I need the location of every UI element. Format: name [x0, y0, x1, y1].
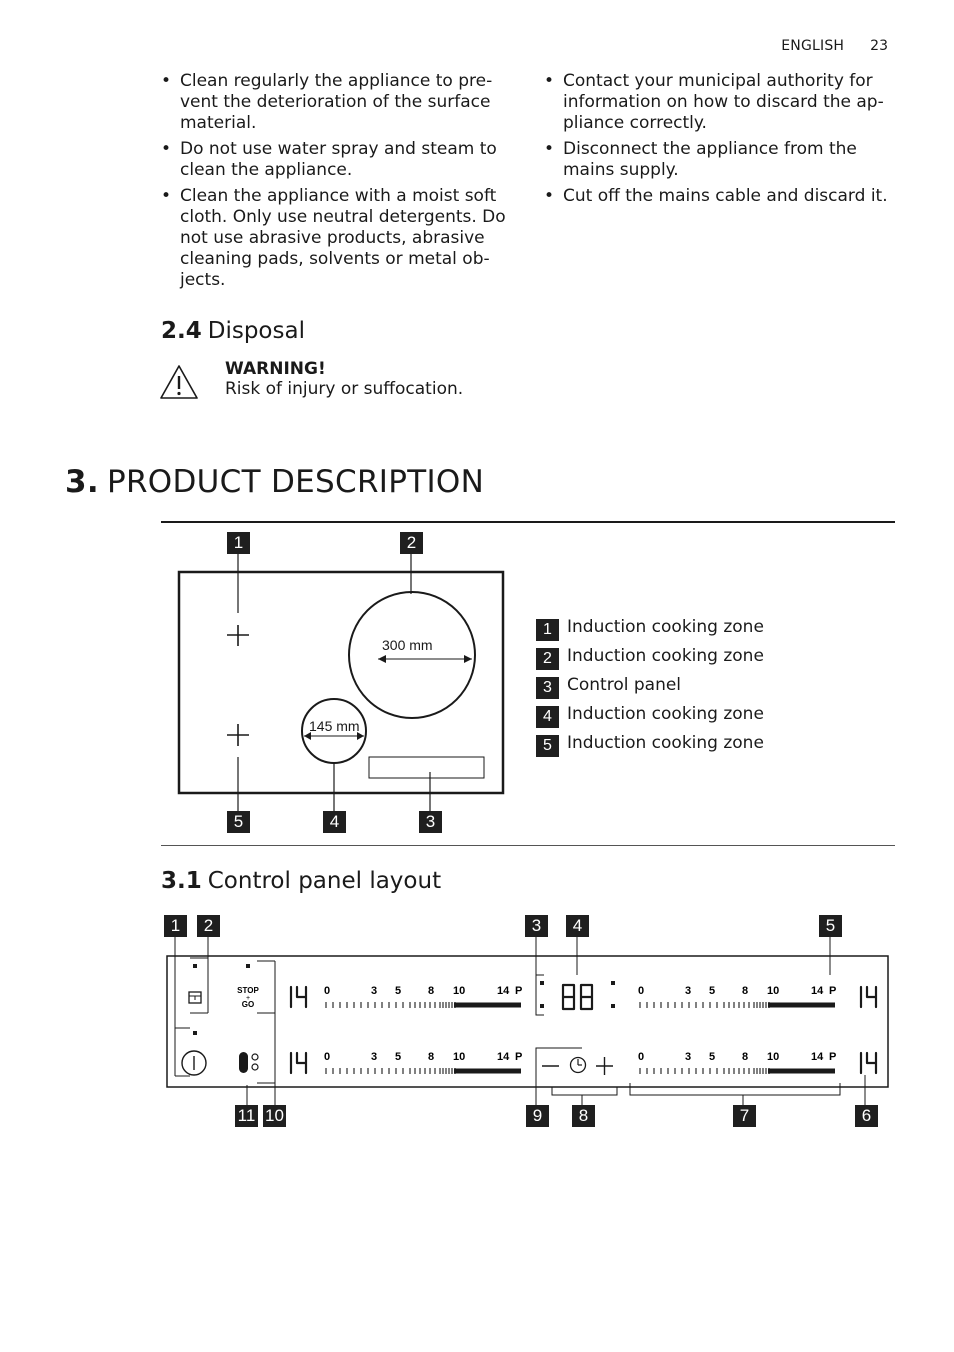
- legend-number: 4: [536, 706, 559, 728]
- zone-display: [867, 987, 876, 1007]
- lock-icon: [189, 992, 201, 1003]
- callout-11: 11: [235, 1105, 258, 1127]
- timer-clock-icon: [571, 1058, 586, 1073]
- control-panel-diagram: [160, 935, 895, 1107]
- callout-8: 8: [572, 1105, 595, 1127]
- section-number: 3.1: [161, 868, 202, 894]
- hob-diagram: [161, 524, 521, 844]
- section-divider: [161, 521, 895, 523]
- page-header: [781, 38, 888, 54]
- scale-label: 10: [767, 1051, 780, 1063]
- callout-9: 9: [526, 1105, 549, 1127]
- scale-label: 10: [453, 985, 466, 997]
- list-item: • Clean the appliance with a moist soft cloth. Only use neutral detergents. Do not use abrasive products, abrasive cleaning pads, solvents or metal ob- jects.: [161, 186, 511, 291]
- chapter-title: PRODUCT DESCRIPTION: [106, 464, 485, 500]
- warning-text: Risk of injury or suffocation.: [225, 379, 464, 399]
- section-divider: [161, 845, 895, 846]
- scale-label: 3: [685, 1051, 692, 1063]
- callout-5: 5: [819, 915, 842, 937]
- language-label: ENGLISH: [781, 38, 845, 54]
- zone-display: [297, 987, 306, 1007]
- section-number: 2.4: [161, 318, 202, 344]
- callout-3: 3: [419, 811, 442, 833]
- list-item: • Disconnect the appliance from the mains supply.: [544, 139, 894, 181]
- scale-label: 8: [742, 985, 749, 997]
- callout-7: 7: [733, 1105, 756, 1127]
- scale-label: P: [515, 985, 523, 997]
- scale-label: P: [515, 1051, 523, 1063]
- power-icon: [182, 1051, 206, 1075]
- scale-label: 14: [497, 985, 510, 997]
- section-title: Disposal: [207, 318, 305, 344]
- scale-label: 8: [742, 1051, 749, 1063]
- scale-label: 0: [638, 985, 645, 997]
- legend-number: 3: [536, 677, 559, 699]
- scale-label: 8: [428, 1051, 435, 1063]
- scale-label: 14: [811, 985, 824, 997]
- plus-icon: [596, 1057, 613, 1075]
- stop-go-icon: [237, 986, 259, 1009]
- list-item: • Do not use water spray and steam to clean the appliance.: [161, 139, 511, 181]
- scale-label: 3: [685, 985, 692, 997]
- legend-number: 1: [536, 619, 559, 641]
- scale-label: 0: [638, 1051, 645, 1063]
- scale-label: 0: [324, 985, 331, 997]
- scale-label: P: [829, 1051, 837, 1063]
- legend-row: [536, 699, 764, 728]
- scale-label: 5: [709, 985, 716, 997]
- scale-label: 10: [453, 1051, 466, 1063]
- small-zone-dimension: 145 mm: [309, 718, 360, 734]
- legend-number: 2: [536, 648, 559, 670]
- scale-label: 5: [395, 1051, 402, 1063]
- list-item: • Contact your municipal authority for information on how to discard the ap- pliance correctly.: [544, 71, 894, 134]
- callout-5: 5: [227, 811, 250, 833]
- legend-row: [536, 728, 764, 757]
- scale-label: 14: [811, 1051, 824, 1063]
- legend-row: [536, 612, 764, 641]
- scale-label: 3: [371, 985, 378, 997]
- scale-label: 3: [371, 1051, 378, 1063]
- list-item: • Clean regularly the appliance to pre- vent the deterioration of the surface material.: [161, 71, 511, 134]
- disposal-list: [544, 71, 894, 212]
- legend-text: Induction cooking zone: [567, 732, 764, 753]
- disposal-heading: [161, 318, 305, 344]
- legend-text: Induction cooking zone: [567, 616, 764, 637]
- warning-triangle-icon: [159, 363, 199, 401]
- scale-label: 8: [428, 985, 435, 997]
- callout-3: 3: [525, 915, 548, 937]
- chapter-number: 3.: [65, 464, 99, 500]
- svg-text:GO: GO: [241, 1000, 255, 1009]
- warning-title: WARNING!: [225, 359, 326, 379]
- callout-2: 2: [400, 532, 423, 554]
- legend-row: [536, 670, 764, 699]
- callout-4: 4: [323, 811, 346, 833]
- section-title: Control panel layout: [207, 868, 442, 894]
- legend-number: 5: [536, 735, 559, 757]
- timer-display: [581, 985, 592, 1009]
- list-item: • Cut off the mains cable and discard it.: [544, 186, 894, 207]
- bridge-function-icon: [239, 1052, 258, 1073]
- large-zone-dimension: 300 mm: [382, 637, 433, 653]
- legend-text: Control panel: [567, 674, 682, 695]
- callout-1: 1: [227, 532, 250, 554]
- scale-label: 10: [767, 985, 780, 997]
- zone-display: [297, 1053, 306, 1073]
- scale-label: 14: [497, 1051, 510, 1063]
- scale-label: 5: [395, 985, 402, 997]
- control-panel-heading: [161, 868, 441, 894]
- callout-2: 2: [197, 915, 220, 937]
- zone-display: [867, 1053, 876, 1073]
- warning-block: [225, 359, 463, 399]
- cleaning-list: [161, 71, 511, 296]
- hob-legend: [536, 612, 764, 757]
- legend-row: [536, 641, 764, 670]
- chapter-heading: [65, 464, 484, 500]
- legend-text: Induction cooking zone: [567, 703, 764, 724]
- timer-display: [563, 985, 574, 1009]
- legend-text: Induction cooking zone: [567, 645, 764, 666]
- scale-label: P: [829, 985, 837, 997]
- svg-text:STOP: STOP: [237, 986, 259, 995]
- callout-10: 10: [263, 1105, 286, 1127]
- svg-text:+: +: [245, 995, 251, 1002]
- page-number: 23: [870, 38, 888, 54]
- scale-label: 5: [709, 1051, 716, 1063]
- callout-4: 4: [566, 915, 589, 937]
- callout-1: 1: [164, 915, 187, 937]
- callout-6: 6: [855, 1105, 878, 1127]
- scale-label: 0: [324, 1051, 331, 1063]
